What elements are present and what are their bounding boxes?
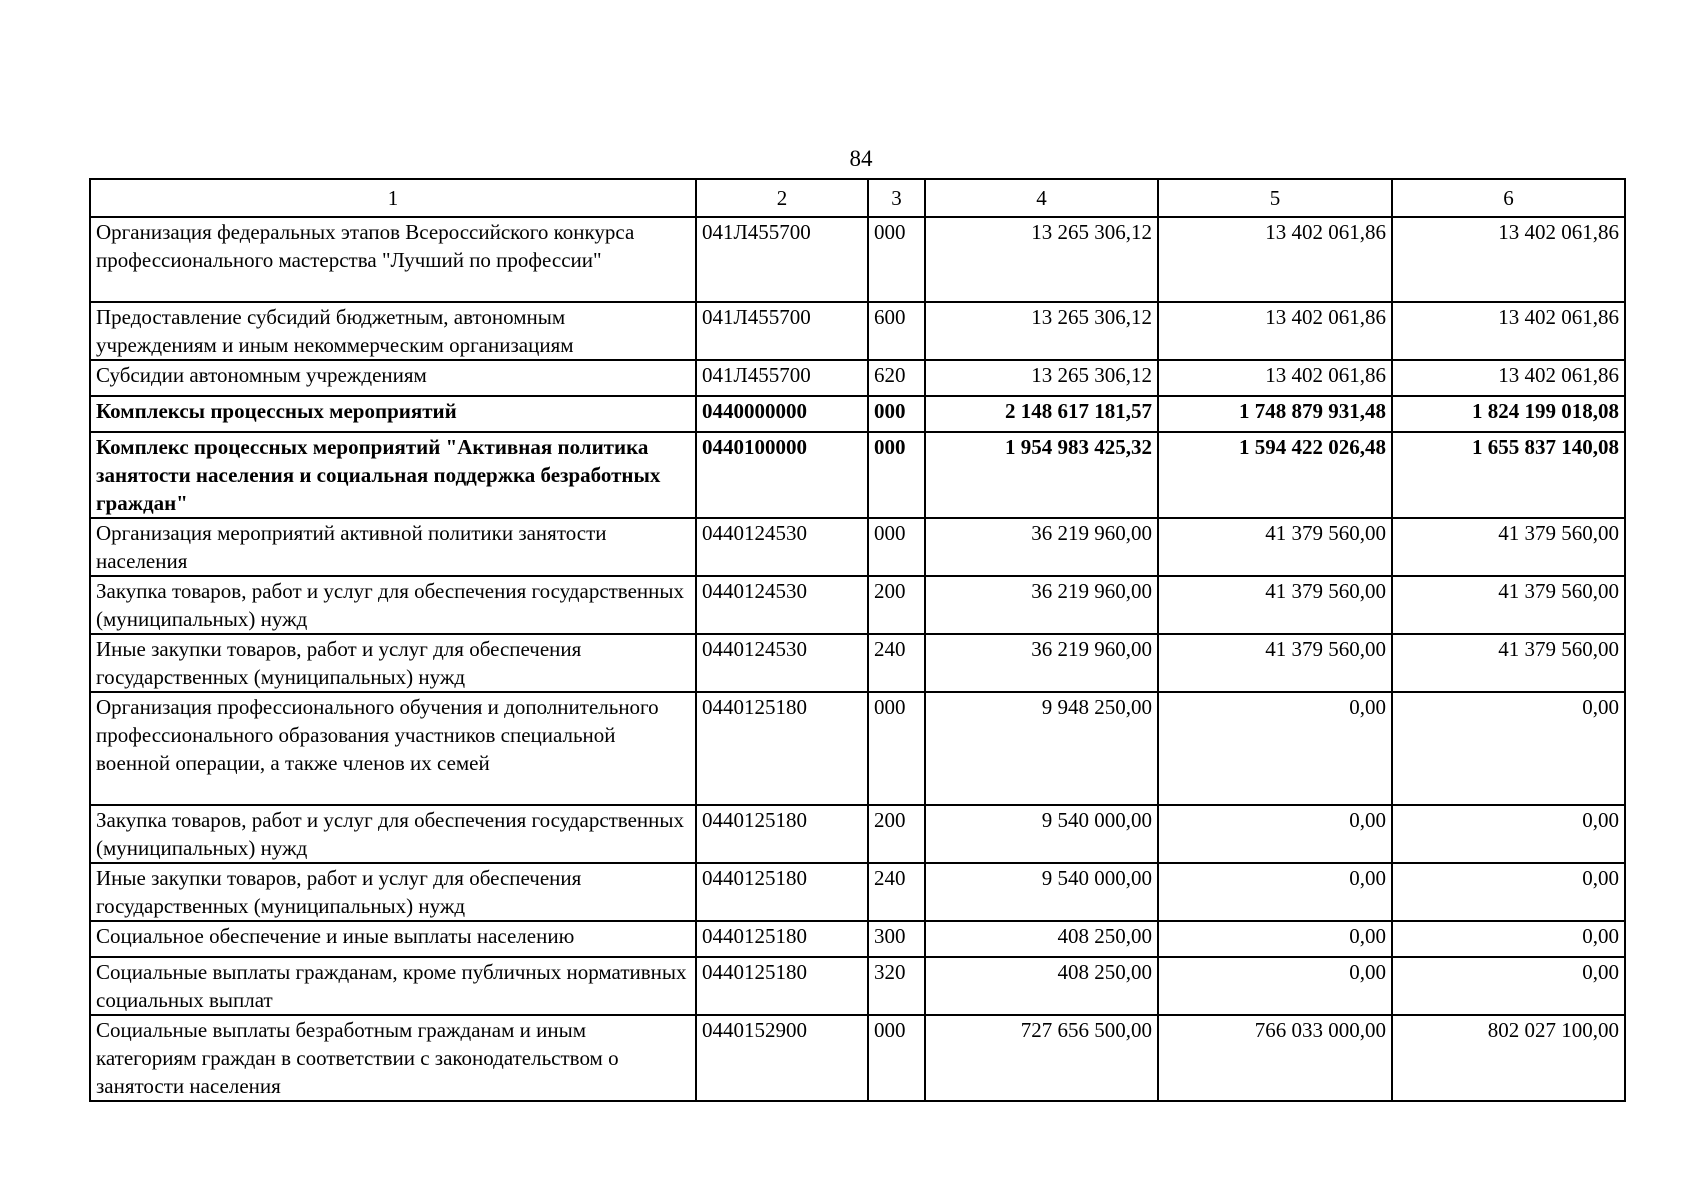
row-code-cell: 0440124530 xyxy=(696,576,868,634)
row-value-2-cell: 41 379 560,00 xyxy=(1158,576,1392,634)
table-row xyxy=(90,432,1625,518)
row-value-3-cell: 41 379 560,00 xyxy=(1392,634,1625,692)
column-header-3: 3 xyxy=(868,179,925,217)
row-value-1-cell: 13 265 306,12 xyxy=(925,217,1158,302)
row-value-1-cell: 36 219 960,00 xyxy=(925,518,1158,576)
row-value-3-cell: 0,00 xyxy=(1392,692,1625,805)
row-code-cell: 0440000000 xyxy=(696,396,868,432)
row-code-cell: 041Л455700 xyxy=(696,217,868,302)
table-row xyxy=(90,634,1625,692)
row-name-cell: Социальные выплаты гражданам, кроме публичных нормативных социальных выплат xyxy=(90,957,696,1015)
column-header-4: 4 xyxy=(925,179,1158,217)
row-value-2-cell: 41 379 560,00 xyxy=(1158,634,1392,692)
table-row xyxy=(90,921,1625,957)
row-value-3-cell: 41 379 560,00 xyxy=(1392,576,1625,634)
row-name-cell: Комплекс процессных мероприятий "Активная политика занятости населения и социальная поддержка безработных граждан" xyxy=(90,432,696,518)
table-row xyxy=(90,805,1625,863)
row-code-cell: 0440124530 xyxy=(696,634,868,692)
page-number: 84 xyxy=(849,146,873,171)
row-expense-type-cell: 200 xyxy=(868,576,925,634)
row-name-cell: Социальное обеспечение и иные выплаты населению xyxy=(90,921,696,957)
row-value-1-cell: 9 540 000,00 xyxy=(925,805,1158,863)
row-code-cell: 0440124530 xyxy=(696,518,868,576)
column-header-5: 5 xyxy=(1158,179,1392,217)
row-value-2-cell: 13 402 061,86 xyxy=(1158,360,1392,396)
table-row xyxy=(90,360,1625,396)
row-expense-type-cell: 600 xyxy=(868,302,925,360)
row-expense-type-cell: 000 xyxy=(868,432,925,518)
row-value-2-cell: 0,00 xyxy=(1158,692,1392,805)
row-code-cell: 0440125180 xyxy=(696,805,868,863)
row-value-1-cell: 408 250,00 xyxy=(925,957,1158,1015)
row-value-2-cell: 0,00 xyxy=(1158,921,1392,957)
row-value-2-cell: 0,00 xyxy=(1158,957,1392,1015)
row-code-cell: 0440152900 xyxy=(696,1015,868,1101)
row-value-1-cell: 1 954 983 425,32 xyxy=(925,432,1158,518)
row-value-1-cell: 13 265 306,12 xyxy=(925,302,1158,360)
table-row xyxy=(90,518,1625,576)
row-value-1-cell: 727 656 500,00 xyxy=(925,1015,1158,1101)
table-body xyxy=(90,217,1625,1101)
table-row xyxy=(90,217,1625,302)
row-expense-type-cell: 000 xyxy=(868,1015,925,1101)
table-row xyxy=(90,302,1625,360)
table-header-row xyxy=(90,179,1625,217)
row-name-cell: Социальные выплаты безработным гражданам и иным категориям граждан в соответствии с законодательством о занятости населения xyxy=(90,1015,696,1101)
row-expense-type-cell: 000 xyxy=(868,692,925,805)
row-value-3-cell: 0,00 xyxy=(1392,921,1625,957)
row-name-cell: Организация профессионального обучения и дополнительного профессионального образования участников специальной военной операции, а также членов их семей xyxy=(90,692,696,805)
row-code-cell: 0440125180 xyxy=(696,863,868,921)
row-value-3-cell: 0,00 xyxy=(1392,805,1625,863)
row-value-1-cell: 408 250,00 xyxy=(925,921,1158,957)
row-code-cell: 041Л455700 xyxy=(696,302,868,360)
row-expense-type-cell: 200 xyxy=(868,805,925,863)
row-expense-type-cell: 240 xyxy=(868,634,925,692)
row-value-1-cell: 9 948 250,00 xyxy=(925,692,1158,805)
row-name-cell: Предоставление субсидий бюджетным, автономным учреждениям и иным некоммерческим организациям xyxy=(90,302,696,360)
row-value-1-cell: 36 219 960,00 xyxy=(925,634,1158,692)
column-header-1: 1 xyxy=(90,179,696,217)
row-value-2-cell: 13 402 061,86 xyxy=(1158,302,1392,360)
row-name-cell: Организация федеральных этапов Всероссийского конкурса профессионального мастерства "Лучший по профессии" xyxy=(90,217,696,302)
row-name-cell: Организация мероприятий активной политики занятости населения xyxy=(90,518,696,576)
row-expense-type-cell: 000 xyxy=(868,396,925,432)
table-row xyxy=(90,396,1625,432)
table-row xyxy=(90,1015,1625,1101)
budget-table xyxy=(89,178,1626,1102)
row-value-1-cell: 9 540 000,00 xyxy=(925,863,1158,921)
row-name-cell: Закупка товаров, работ и услуг для обеспечения государственных (муниципальных) нужд xyxy=(90,805,696,863)
row-value-3-cell: 1 655 837 140,08 xyxy=(1392,432,1625,518)
row-value-1-cell: 36 219 960,00 xyxy=(925,576,1158,634)
row-code-cell: 0440125180 xyxy=(696,957,868,1015)
row-code-cell: 0440125180 xyxy=(696,921,868,957)
row-value-3-cell: 13 402 061,86 xyxy=(1392,217,1625,302)
row-code-cell: 0440125180 xyxy=(696,692,868,805)
row-value-3-cell: 13 402 061,86 xyxy=(1392,360,1625,396)
row-name-cell: Иные закупки товаров, работ и услуг для обеспечения государственных (муниципальных) нужд xyxy=(90,863,696,921)
row-value-2-cell: 0,00 xyxy=(1158,805,1392,863)
row-value-3-cell: 802 027 100,00 xyxy=(1392,1015,1625,1101)
row-value-2-cell: 1 594 422 026,48 xyxy=(1158,432,1392,518)
row-name-cell: Иные закупки товаров, работ и услуг для обеспечения государственных (муниципальных) нужд xyxy=(90,634,696,692)
row-value-2-cell: 13 402 061,86 xyxy=(1158,217,1392,302)
row-expense-type-cell: 320 xyxy=(868,957,925,1015)
table-row xyxy=(90,957,1625,1015)
row-value-3-cell: 0,00 xyxy=(1392,863,1625,921)
row-name-cell: Комплексы процессных мероприятий xyxy=(90,396,696,432)
table-row xyxy=(90,576,1625,634)
row-value-1-cell: 13 265 306,12 xyxy=(925,360,1158,396)
row-code-cell: 0440100000 xyxy=(696,432,868,518)
column-header-2: 2 xyxy=(696,179,868,217)
table-row xyxy=(90,863,1625,921)
row-value-3-cell: 0,00 xyxy=(1392,957,1625,1015)
row-name-cell: Закупка товаров, работ и услуг для обеспечения государственных (муниципальных) нужд xyxy=(90,576,696,634)
row-expense-type-cell: 300 xyxy=(868,921,925,957)
row-value-3-cell: 13 402 061,86 xyxy=(1392,302,1625,360)
row-value-3-cell: 1 824 199 018,08 xyxy=(1392,396,1625,432)
row-name-cell: Субсидии автономным учреждениям xyxy=(90,360,696,396)
row-value-2-cell: 766 033 000,00 xyxy=(1158,1015,1392,1101)
row-value-2-cell: 41 379 560,00 xyxy=(1158,518,1392,576)
row-expense-type-cell: 000 xyxy=(868,217,925,302)
row-expense-type-cell: 000 xyxy=(868,518,925,576)
row-value-3-cell: 41 379 560,00 xyxy=(1392,518,1625,576)
row-value-2-cell: 1 748 879 931,48 xyxy=(1158,396,1392,432)
table-row xyxy=(90,692,1625,805)
row-expense-type-cell: 620 xyxy=(868,360,925,396)
row-value-1-cell: 2 148 617 181,57 xyxy=(925,396,1158,432)
row-expense-type-cell: 240 xyxy=(868,863,925,921)
column-header-6: 6 xyxy=(1392,179,1625,217)
row-value-2-cell: 0,00 xyxy=(1158,863,1392,921)
row-code-cell: 041Л455700 xyxy=(696,360,868,396)
